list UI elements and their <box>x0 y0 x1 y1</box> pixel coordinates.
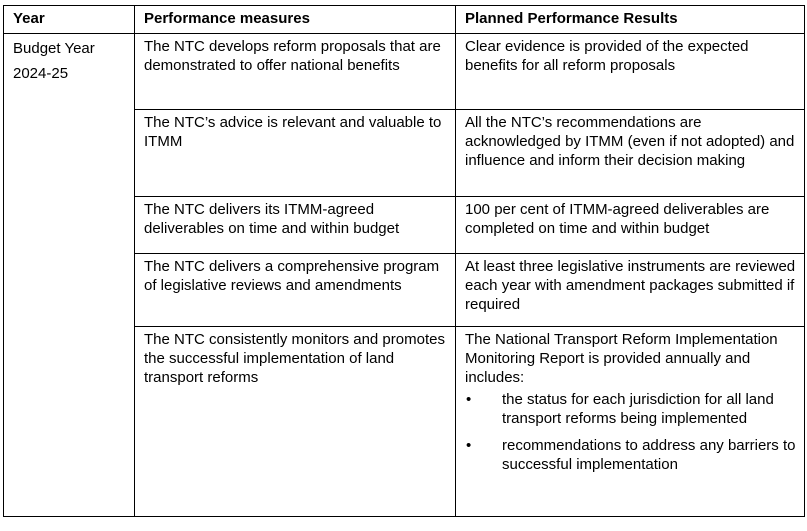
year-label: Budget Year <box>13 40 95 57</box>
list-item-text: recommendations to address any barriers to successful implementation <box>502 437 796 473</box>
measure-cell: The NTC’s advice is relevant and valuable to ITMM <box>135 110 456 197</box>
bullet-icon: • <box>466 437 472 454</box>
measure-cell: The NTC develops reform proposals that are demonstrated to offer national benefits <box>135 34 456 110</box>
table-row <box>4 34 805 110</box>
result-cell <box>456 327 805 517</box>
list-item <box>465 436 796 474</box>
result-cell: At least three legislative instruments are reviewed each year with amendment packages submitted if required <box>456 254 805 327</box>
list-item <box>465 390 796 428</box>
performance-table <box>3 5 805 517</box>
header-planned-results: Planned Performance Results <box>456 6 805 34</box>
year-cell <box>4 34 135 517</box>
result-intro: The National Transport Reform Implementation Monitoring Report is provided annually and includes: <box>465 331 778 386</box>
measure-cell: The NTC consistently monitors and promotes the successful implementation of land transport reforms <box>135 327 456 517</box>
header-year: Year <box>4 6 135 34</box>
header-performance-measures: Performance measures <box>135 6 456 34</box>
year-value: 2024-25 <box>13 65 69 82</box>
measure-cell: The NTC delivers a comprehensive program of legislative reviews and amendments <box>135 254 456 327</box>
result-cell: 100 per cent of ITMM-agreed deliverables are completed on time and within budget <box>456 197 805 254</box>
header-row <box>4 6 805 34</box>
measure-cell: The NTC delivers its ITMM-agreed deliverables on time and within budget <box>135 197 456 254</box>
result-cell: All the NTC’s recommendations are acknowledged by ITMM (even if not adopted) and influence and inform their decision making <box>456 110 805 197</box>
bullet-icon: • <box>466 391 472 408</box>
result-cell: Clear evidence is provided of the expected benefits for all reform proposals <box>456 34 805 110</box>
list-item-text: the status for each jurisdiction for all land transport reforms being implemented <box>502 391 774 427</box>
result-bullet-list <box>465 390 796 474</box>
